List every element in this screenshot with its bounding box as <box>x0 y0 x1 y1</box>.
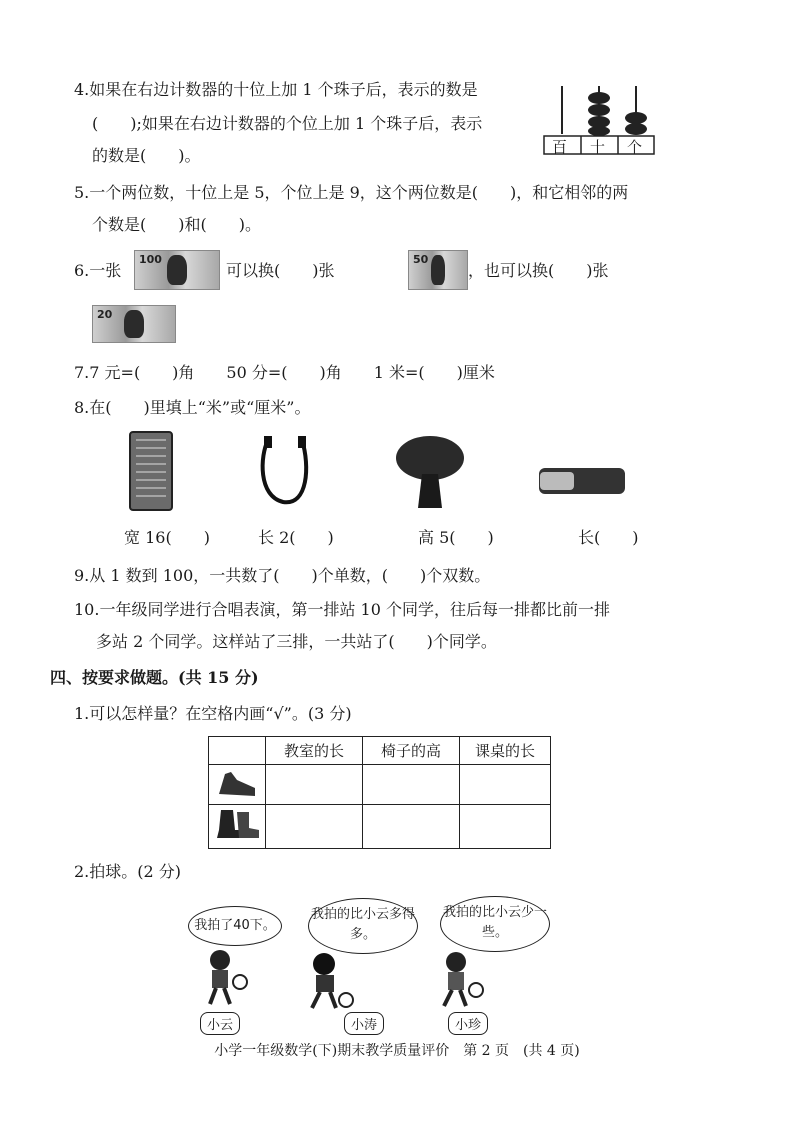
q10-line2: 多站 2 个同学。这样站了三排，一共站了( )个同学。 <box>96 632 497 651</box>
eraser-icon <box>538 466 628 496</box>
portrait-icon <box>167 255 187 285</box>
banknote-value: 20 <box>97 308 113 321</box>
portrait-icon <box>124 310 144 339</box>
section4-title: 四、按要求做题。(共 15 分) <box>50 668 259 687</box>
q8-item-notebook: 宽 16( ) <box>124 528 210 547</box>
name-label-xiaotao: 小涛 <box>344 1012 384 1035</box>
table-header-row <box>209 737 551 765</box>
table-cell[interactable] <box>363 765 460 805</box>
table-header-cell <box>209 737 266 765</box>
table-row <box>209 765 551 805</box>
q10-line1: 10.一年级同学进行合唱表演，第一排站 10 个同学，往后每一排都比前一排 <box>74 600 610 619</box>
table-cell[interactable] <box>460 765 551 805</box>
notebook-icon <box>126 430 176 512</box>
tree-icon <box>394 434 466 510</box>
hand-span-icon <box>215 768 259 798</box>
table-cell <box>209 765 266 805</box>
footsteps-icon <box>213 808 261 842</box>
table-header-cell: 教室的长 <box>266 737 363 765</box>
table-header-cell: 课桌的长 <box>460 737 551 765</box>
child-bouncing-ball-icon <box>432 950 492 1010</box>
abacus-label-tens: 十 <box>590 138 606 156</box>
q5-line2: 个数是( )和( )。 <box>92 215 261 234</box>
table-cell[interactable] <box>266 805 363 849</box>
q6-prefix: 6.一张 <box>74 261 122 280</box>
q4-line3: 的数是( )。 <box>92 146 201 165</box>
name-label-xiaozhen: 小珍 <box>448 1012 488 1035</box>
q9-text: 9.从 1 数到 100，一共数了( )个单数，( )个双数。 <box>74 566 491 585</box>
page-footer: 小学一年级数学(下)期末教学质量评价 第 2 页 (共 4 页) <box>214 1043 580 1059</box>
measure-table <box>208 736 551 849</box>
table-cell <box>209 805 266 849</box>
table-cell[interactable] <box>460 805 551 849</box>
q7-text: 7.7 元=( )角 50 分=( )角 1 米=( )厘米 <box>74 363 495 382</box>
abacus-label-ones: 个 <box>627 138 643 156</box>
q4-line2: ( );如果在右边计数器的个位上加 1 个珠子后，表示 <box>92 114 483 133</box>
speech-bubble-3: 我拍的比小云少一些。 <box>440 896 550 952</box>
speech-bubble-2: 我拍的比小云多得多。 <box>308 898 418 954</box>
q8-item-rope: 长 2( ) <box>258 528 334 547</box>
s4q1-title: 1.可以怎样量？在空格内画“√”。(3 分) <box>74 704 352 723</box>
table-row <box>209 805 551 849</box>
q8-title: 8.在( )里填上“米”或“厘米”。 <box>74 398 311 417</box>
name-label-xiaoyun: 小云 <box>200 1012 240 1035</box>
q5-line1: 5.一个两位数，十位上是 5，个位上是 9，这个两位数是( )，和它相邻的两 <box>74 183 629 202</box>
child-bouncing-ball-icon <box>300 952 360 1012</box>
q6-mid1: 可以换( )张 <box>226 261 335 280</box>
q4-line1: 4.如果在右边计数器的十位上加 1 个珠子后，表示的数是 <box>74 80 478 99</box>
banknote-value: 50 <box>413 253 429 266</box>
banknote-value: 100 <box>139 253 162 266</box>
abacus-label-hundreds: 百 <box>552 138 568 156</box>
jump-rope-icon <box>258 436 318 506</box>
banknote-image <box>92 305 176 343</box>
table-cell[interactable] <box>266 765 363 805</box>
s4q2-title: 2.拍球。(2 分) <box>74 862 182 881</box>
banknote-image <box>408 250 468 290</box>
q6-mid2: ，也可以换( )张 <box>468 261 609 280</box>
speech-bubble-1: 我拍了40下。 <box>188 906 282 946</box>
table-header-cell: 椅子的高 <box>363 737 460 765</box>
banknote-image <box>134 250 220 290</box>
table-cell[interactable] <box>363 805 460 849</box>
q8-item-eraser: 长( ) <box>578 528 639 547</box>
child-bouncing-ball-icon <box>194 948 254 1008</box>
q8-item-tree: 高 5( ) <box>418 528 494 547</box>
portrait-icon <box>431 255 445 285</box>
